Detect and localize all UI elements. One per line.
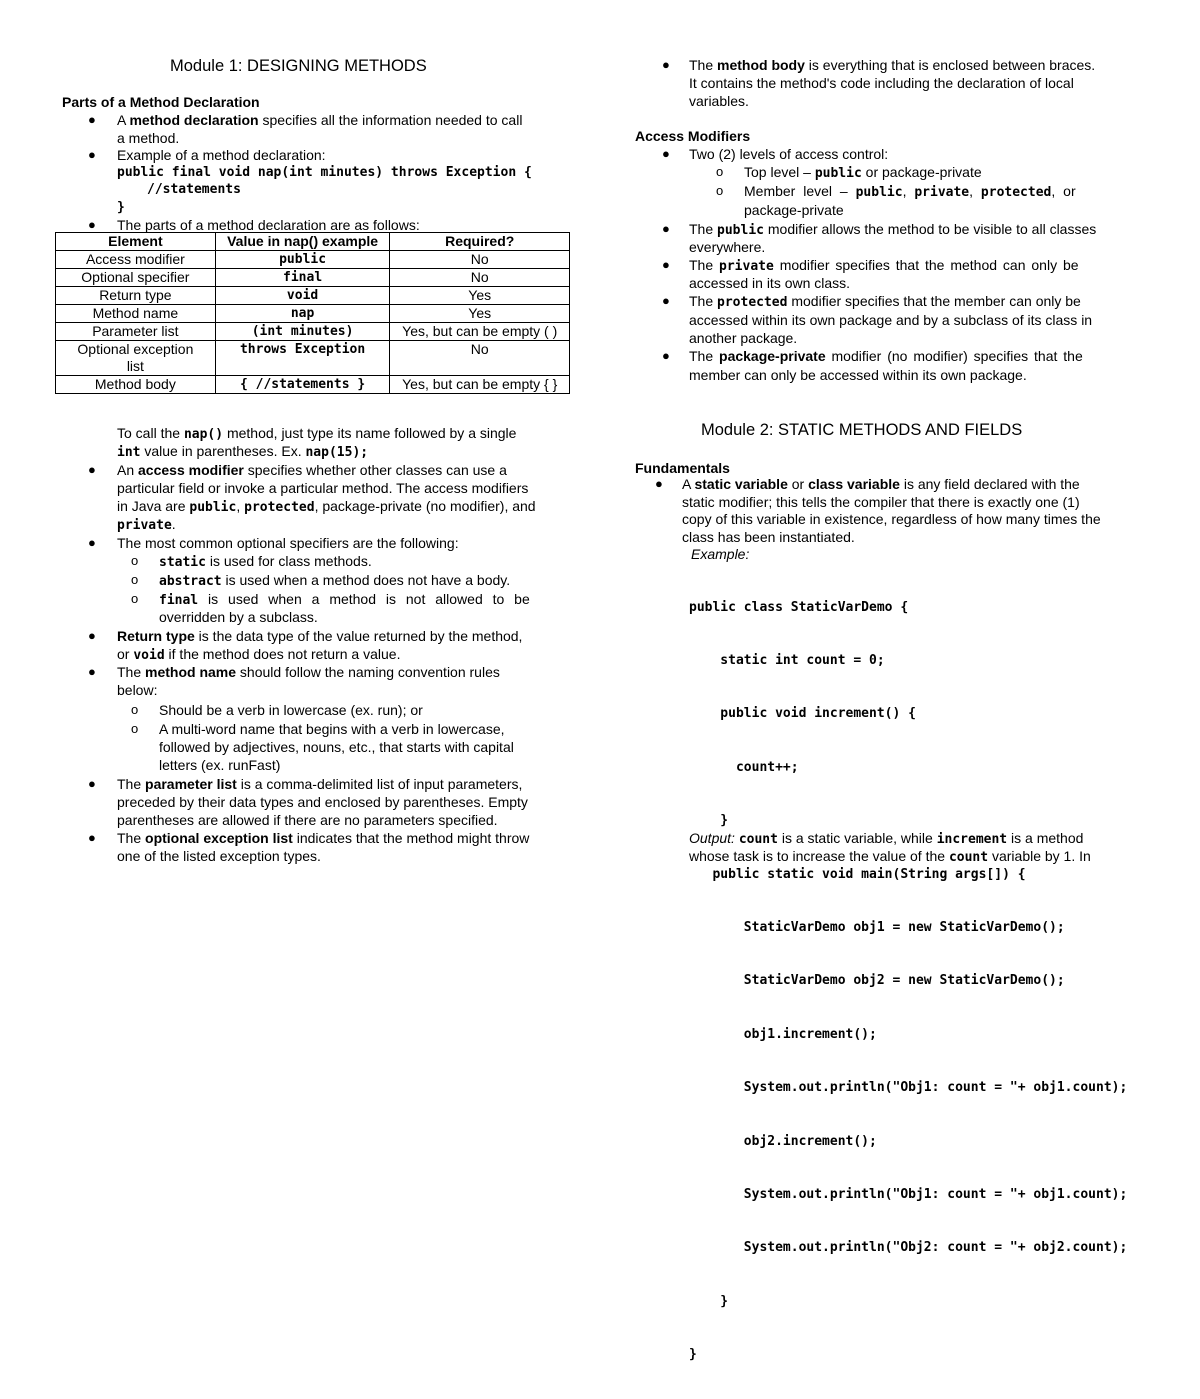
bullet-icon: ● xyxy=(662,348,670,363)
bullet-icon: ● xyxy=(662,221,670,236)
module1-title: Module 1: DESIGNING METHODS xyxy=(170,57,427,75)
bullet-icon: ● xyxy=(88,628,96,643)
parameter-list-text-3: parentheses are allowed if there are no parameters specified. xyxy=(117,812,498,828)
static-variable-text: A static variable or class variable is any field declared with the xyxy=(682,476,1080,492)
member-level-text: Member level – public, private, protected, or xyxy=(744,183,1076,200)
table-cell: Parameter list xyxy=(56,323,216,341)
circle-bullet-icon: o xyxy=(716,164,724,179)
table-cell: public xyxy=(215,251,390,269)
bullet-icon: ● xyxy=(88,217,96,232)
table-header: Value in nap() example xyxy=(215,233,390,251)
method-declaration-text: A method declaration specifies all the information needed to call xyxy=(117,112,523,128)
code-line: //statements xyxy=(147,182,241,197)
table-cell: Method name xyxy=(56,305,216,323)
circle-bullet-icon: o xyxy=(131,702,139,717)
table-cell: Return type xyxy=(56,287,216,305)
exception-list-text-2: one of the listed exception types. xyxy=(117,848,321,864)
naming-rule-3: letters (ex. runFast) xyxy=(159,757,281,773)
code-line: StaticVarDemo obj2 = new StaticVarDemo(); xyxy=(689,973,1065,989)
method-body-text-3: variables. xyxy=(689,93,749,109)
bullet-icon: ● xyxy=(88,830,96,845)
code-line: obj1.increment(); xyxy=(689,1026,877,1042)
table-cell: (int minutes) xyxy=(215,323,390,341)
code-line: obj2.increment(); xyxy=(689,1133,877,1149)
call-nap-text-2: int value in parentheses. Ex. nap(15); xyxy=(117,443,369,460)
protected-modifier-text-3: another package. xyxy=(689,330,798,346)
specifier-abstract: abstract is used when a method does not have a body. xyxy=(159,572,511,589)
table-cell: No xyxy=(390,341,570,376)
table-cell: final xyxy=(215,269,390,287)
table-cell: No xyxy=(390,269,570,287)
access-modifier-text-3: in Java are public, protected, package-private (no modifier), and xyxy=(117,498,536,515)
section-heading-access-modifiers: Access Modifiers xyxy=(635,128,751,144)
table-row xyxy=(56,305,570,323)
levels-text: Two (2) levels of access control: xyxy=(689,146,889,162)
code-line: StaticVarDemo obj1 = new StaticVarDemo(); xyxy=(689,919,1065,935)
section-heading-fundamentals: Fundamentals xyxy=(635,460,730,476)
code-line: } xyxy=(117,200,125,215)
naming-rule: Should be a verb in lowercase (ex. run); or xyxy=(159,702,423,718)
code-line: public class StaticVarDemo { xyxy=(689,599,909,615)
table-cell: Access modifier xyxy=(56,251,216,269)
bullet-icon: ● xyxy=(662,293,670,308)
package-private-text: The package-private modifier (no modifier) specifies that the xyxy=(689,348,1083,364)
bullet-icon: ● xyxy=(88,147,96,162)
table-row xyxy=(56,287,570,305)
protected-modifier-text-2: accessed within its own package and by a subclass of its class in xyxy=(689,312,1093,328)
table-cell: nap xyxy=(215,305,390,323)
table-row xyxy=(56,376,570,394)
bullet-icon: ● xyxy=(662,257,670,272)
table-cell: Optional specifier xyxy=(56,269,216,287)
bullet-icon: ● xyxy=(88,462,96,477)
protected-modifier-text: The protected modifier specifies that the member can only be xyxy=(689,293,1081,310)
return-type-text-2: or void if the method does not return a value. xyxy=(117,646,401,663)
table-cell: { //statements } xyxy=(215,376,390,394)
parameter-list-text: The parameter list is a comma-delimited list of input parameters, xyxy=(117,776,523,792)
method-body-text-2: It contains the method's code including the declaration of local xyxy=(689,75,1074,91)
bullet-icon: ● xyxy=(88,776,96,791)
code-line: public void increment() { xyxy=(689,706,916,722)
parameter-list-text-2: preceded by their data types and enclosed by parentheses. Empty xyxy=(117,794,528,810)
module2-title: Module 2: STATIC METHODS AND FIELDS xyxy=(701,421,1023,439)
table-cell: void xyxy=(215,287,390,305)
code-line: System.out.println("Obj1: count = "+ obj1.count); xyxy=(689,1186,1128,1202)
table-row xyxy=(56,323,570,341)
access-modifier-text-2: particular field or invoke a particular method. The access modifiers xyxy=(117,480,529,496)
code-line: static int count = 0; xyxy=(689,652,885,668)
parts-intro: The parts of a method declaration are as follows: xyxy=(117,217,420,233)
table-cell: Optional exception list xyxy=(56,341,216,376)
circle-bullet-icon: o xyxy=(131,721,139,736)
private-modifier-text: The private modifier specifies that the method can only be xyxy=(689,257,1079,274)
method-name-text-2: below: xyxy=(117,682,158,698)
access-modifier-text-4: private. xyxy=(117,516,176,533)
private-modifier-text-2: accessed in its own class. xyxy=(689,275,851,291)
method-declaration-text-2: a method. xyxy=(117,130,180,146)
public-modifier-text: The public modifier allows the method to be visible to all classes xyxy=(689,221,1097,238)
example-label: Example: xyxy=(691,546,750,562)
table-cell: Yes xyxy=(390,305,570,323)
package-private-text-2: member can only be accessed within its own package. xyxy=(689,367,1027,383)
output-text-2: whose task is to increase the value of the count variable by 1. In xyxy=(689,848,1091,865)
method-body-text: The method body is everything that is enclosed between braces. xyxy=(689,57,1096,73)
access-modifier-text: An access modifier specifies whether other classes can use a xyxy=(117,462,507,478)
code-line: System.out.println("Obj2: count = "+ obj2.count); xyxy=(689,1240,1128,1256)
return-type-text: Return type is the data type of the value returned by the method, xyxy=(117,628,523,644)
table-header: Required? xyxy=(390,233,570,251)
method-parts-table xyxy=(55,232,570,394)
circle-bullet-icon: o xyxy=(131,572,139,587)
table-cell: Yes xyxy=(390,287,570,305)
code-line: count++; xyxy=(689,759,799,775)
circle-bullet-icon: o xyxy=(716,183,724,198)
call-nap-text: To call the nap() method, just type its name followed by a single xyxy=(117,425,517,442)
table-cell: Method body xyxy=(56,376,216,394)
bullet-icon: ● xyxy=(88,112,96,127)
code-line: } xyxy=(689,813,729,829)
bullet-icon: ● xyxy=(88,535,96,550)
specifier-final-2: overridden by a subclass. xyxy=(159,609,318,625)
table-cell: Yes, but can be empty { } xyxy=(390,376,570,394)
bullet-icon: ● xyxy=(655,476,663,491)
table-header-row xyxy=(56,233,570,251)
code-line: System.out.println("Obj1: count = "+ obj1.count); xyxy=(689,1080,1128,1096)
member-level-text-2: package-private xyxy=(744,202,844,218)
table-row xyxy=(56,269,570,287)
code-line: public static void main(String args[]) { xyxy=(689,866,1026,882)
naming-rule-2: followed by adjectives, nouns, etc., that starts with capital xyxy=(159,739,514,755)
optional-specifiers-text: The most common optional specifiers are the following: xyxy=(117,535,459,551)
top-level-text: Top level – public or package-private xyxy=(744,164,982,181)
specifier-final: final is used when a method is not allowed to be xyxy=(159,591,530,608)
public-modifier-text-2: everywhere. xyxy=(689,239,766,255)
circle-bullet-icon: o xyxy=(131,553,139,568)
static-variable-text-3: copy of this variable in existence, regardless of how many times the xyxy=(682,511,1101,527)
table-cell: No xyxy=(390,251,570,269)
table-row xyxy=(56,341,570,376)
section-heading-parts: Parts of a Method Declaration xyxy=(62,94,260,110)
bullet-icon: ● xyxy=(662,57,670,72)
table-row xyxy=(56,251,570,269)
circle-bullet-icon: o xyxy=(131,591,139,606)
example-label: Example of a method declaration: xyxy=(117,147,326,163)
static-variable-text-2: static modifier; this tells the compiler that there is exactly one (1) xyxy=(682,494,1080,510)
exception-list-text: The optional exception list indicates that the method might throw xyxy=(117,830,530,846)
static-variable-text-4: class has been instantiated. xyxy=(682,529,855,545)
code-block xyxy=(689,563,1127,1399)
bullet-icon: ● xyxy=(662,146,670,161)
specifier-static: static is used for class methods. xyxy=(159,553,372,570)
code-line: } xyxy=(689,1293,729,1309)
table-cell: Yes, but can be empty ( ) xyxy=(390,323,570,341)
table-header: Element xyxy=(56,233,216,251)
method-name-text: The method name should follow the naming convention rules xyxy=(117,664,500,680)
naming-rule: A multi-word name that begins with a verb in lowercase, xyxy=(159,721,505,737)
code-line: } xyxy=(689,1347,697,1363)
code-line: public final void nap(int minutes) throws Exception { xyxy=(117,165,532,180)
output-text: Output: count is a static variable, while increment is a method xyxy=(689,830,1084,847)
table-cell: throws Exception xyxy=(215,341,390,376)
bullet-icon: ● xyxy=(88,664,96,679)
